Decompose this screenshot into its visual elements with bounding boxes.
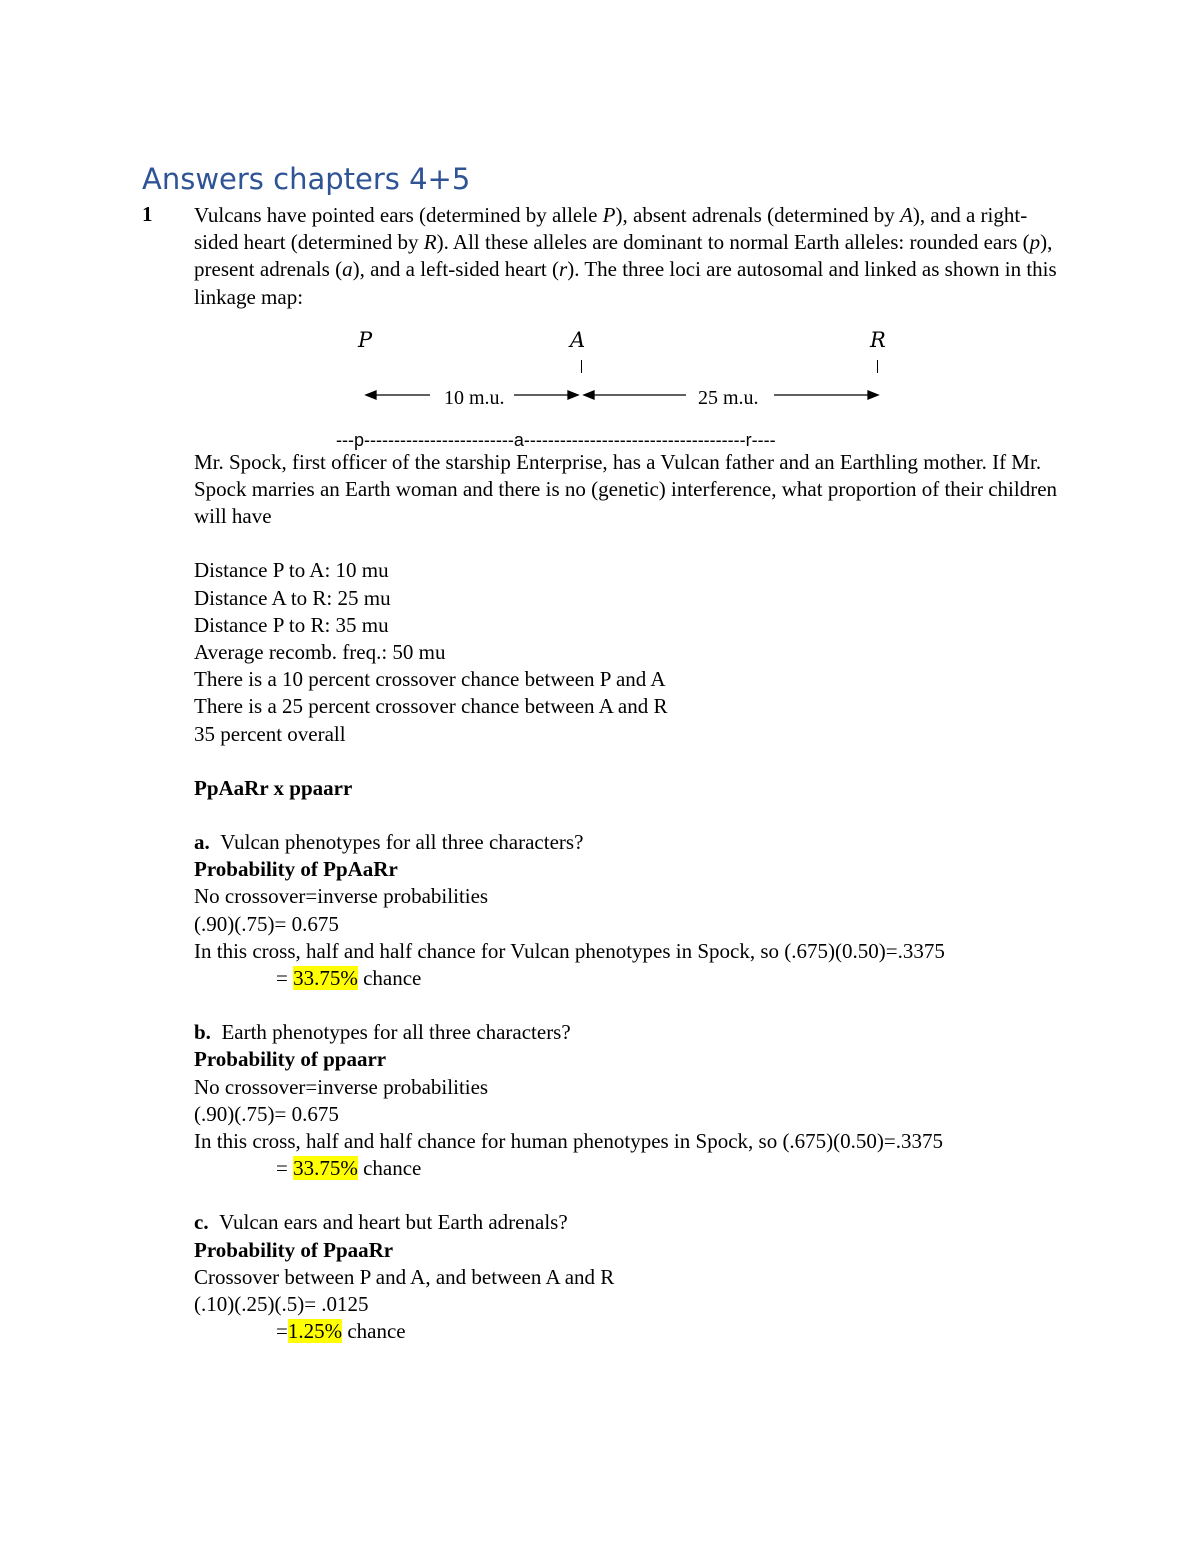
- part-b-question: [194, 1019, 1064, 1046]
- probability-title: Probability of PpAaRr: [194, 857, 398, 882]
- work-line: No crossover=inverse probabilities: [194, 884, 489, 909]
- locus-label-a: A: [570, 327, 586, 352]
- arrowhead-left: [584, 391, 594, 399]
- locus-label-p: P: [358, 327, 373, 352]
- result-prefix: =: [276, 1319, 288, 1344]
- distance-arrows: [194, 327, 894, 407]
- part-a-question: [194, 829, 1064, 856]
- question-number: 1: [142, 202, 153, 226]
- result-prefix: =: [276, 966, 294, 991]
- intro-text: ). All these alleles are dominant to normal Earth alleles: rounded ears (: [436, 230, 1030, 255]
- dash-linkage-line: ---p-------------------------a-------------------------------------r----: [336, 429, 776, 450]
- distance-label-ar: 25 m.u.: [698, 386, 759, 409]
- probability-title: Probability of PpaaRr: [194, 1237, 394, 1262]
- distance-line: Distance P to R: 35 mu: [194, 612, 389, 637]
- part-letter: a.: [194, 830, 210, 855]
- distance-line: There is a 10 percent crossover chance between P and A: [194, 667, 666, 692]
- work-line: (.10)(.25)(.5)= .0125: [194, 1292, 369, 1317]
- distance-line: There is a 25 percent crossover chance between A and R: [194, 694, 668, 719]
- intro-text: Vulcans have pointed ears (determined by allele: [194, 203, 603, 227]
- work-line: In this cross, half and half chance for human phenotypes in Spock, so (.675)(0.50)=.3375: [194, 1129, 944, 1154]
- arrowhead-right: [868, 391, 878, 399]
- distance-label-pa: 10 m.u.: [444, 386, 505, 409]
- allele-A: A: [900, 203, 913, 227]
- probability-title: Probability of ppaarr: [194, 1047, 387, 1072]
- allele-r: r: [559, 257, 568, 282]
- allele-P: P: [602, 203, 616, 227]
- arrowhead-left: [366, 391, 376, 399]
- intro-text: ), absent adrenals (determined by: [615, 203, 901, 227]
- part-c-question: [194, 1209, 1064, 1236]
- allele-R: R: [423, 230, 437, 255]
- part-letter: c.: [194, 1210, 209, 1235]
- work-line: No crossover=inverse probabilities: [194, 1074, 489, 1099]
- result-suffix: chance: [357, 1156, 422, 1181]
- question-text: Mr. Spock, first officer of the starship Enterprise, has a Vulcan father and an Earthling mother. If Mr. Spock marries an Earth woman and there is no (genetic) interference, what proportion of their children will have: [194, 449, 1058, 529]
- distance-line: Distance A to R: 25 mu: [194, 585, 391, 610]
- intro-paragraph: [194, 202, 1064, 311]
- work-line: Crossover between P and A, and between A and R: [194, 1264, 615, 1289]
- result-prefix: =: [276, 1156, 294, 1181]
- highlighted-result: 33.75%: [293, 966, 358, 991]
- page-title: Answers chapters 4+5: [142, 162, 471, 196]
- result-line: [194, 1155, 1064, 1182]
- arrowhead-right: [568, 391, 578, 399]
- cross-genotypes: PpAaRr x ppaarr: [194, 775, 353, 800]
- intro-text: ), present adrenals (: [194, 230, 1053, 282]
- result-suffix: chance: [342, 1319, 406, 1344]
- distance-line: Average recomb. freq.: 50 mu: [194, 640, 446, 665]
- work-line: In this cross, half and half chance for Vulcan phenotypes in Spock, so (.675)(0.50)=.3375: [194, 938, 945, 963]
- part-question-text: Earth phenotypes for all three characters?: [221, 1020, 571, 1045]
- result-line: [194, 1318, 1064, 1345]
- intro-text: ), and a left-sided heart (: [352, 257, 560, 282]
- work-line: (.90)(.75)= 0.675: [194, 1101, 339, 1126]
- highlighted-result: 33.75%: [293, 1156, 358, 1181]
- highlighted-result: 1.25%: [287, 1319, 343, 1344]
- part-letter: b.: [194, 1020, 211, 1045]
- distance-line: 35 percent overall: [194, 721, 346, 746]
- part-question-text: Vulcan ears and heart but Earth adrenals?: [219, 1210, 568, 1235]
- intro-text: ), and a right-sided heart (determined by: [194, 203, 1028, 255]
- result-suffix: chance: [357, 966, 422, 991]
- work-line: (.90)(.75)= 0.675: [194, 911, 339, 936]
- linkage-map: [194, 327, 1064, 449]
- locus-label-r: R: [870, 327, 886, 352]
- intro-text: ). The three loci are autosomal and linked as shown in this linkage map:: [194, 257, 1057, 309]
- question-body: [194, 202, 1064, 1346]
- distance-line: Distance P to A: 10 mu: [194, 558, 389, 583]
- part-question-text: Vulcan phenotypes for all three characters?: [220, 830, 584, 855]
- result-line: [194, 965, 1064, 992]
- allele-p: p: [1029, 230, 1041, 255]
- allele-a: a: [342, 257, 353, 282]
